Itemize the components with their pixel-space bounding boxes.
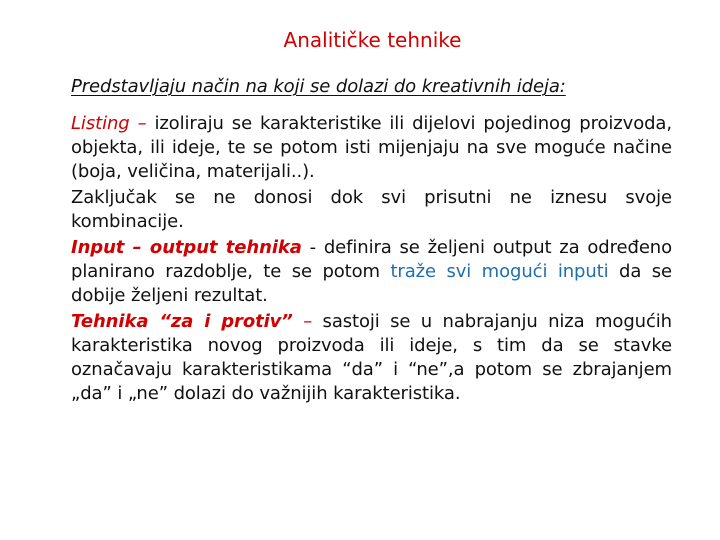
listing-dash: – [129, 113, 155, 134]
listing-text: izoliraju se karakteristike ili dijelovi pojedinog proizvoda, objekta, ili ideje, te se potom isti mijenjaju na sve moguće načine (boja, veličina, materijali..). [71, 113, 672, 182]
input-output-paragraph [71, 236, 672, 308]
input-output-text-before: - definira se željeni output za određeno planirano razdoblje, te se potom [71, 237, 673, 282]
pro-contra-term: Tehnika “za i protiv” [71, 311, 293, 332]
pro-contra-dash: – [292, 311, 323, 332]
listing-term: Listing [71, 113, 130, 134]
pro-contra-paragraph [71, 310, 672, 406]
page-title: Analitičke tehnike [283, 28, 462, 52]
intro-line: Predstavljaju način na koji se dolazi do kreativnih ideja: [71, 76, 566, 97]
slide-body [71, 75, 672, 408]
input-output-term: Input – output tehnika [71, 237, 302, 258]
input-output-highlight: traže svi mogući inputi [390, 261, 609, 282]
listing-paragraph [71, 112, 672, 184]
pro-contra-text: sastoji se u nabrajanju niza mogućih karakteristika novog proizvoda ili ideje, s tim da se stavke označavaju karakteristikama “da” i “ne”,a potom se zbrajanjem „da” i „ne” dolazi do važnijih karakteristika. [71, 311, 672, 404]
input-output-text-after: da se dobije željeni rezultat. [71, 261, 672, 306]
conclusion-paragraph: Zaključak se ne donosi dok svi prisutni ne iznesu svoje kombinacije. [71, 187, 672, 232]
